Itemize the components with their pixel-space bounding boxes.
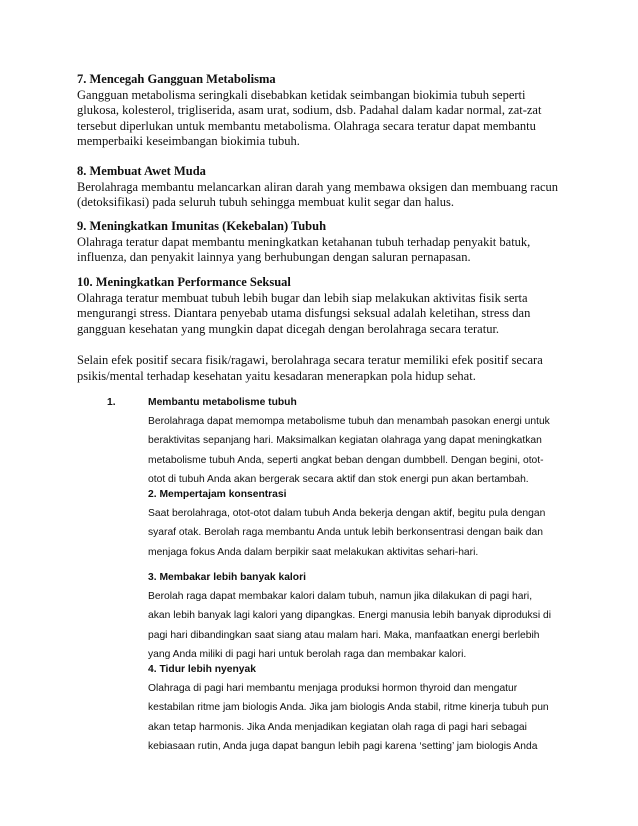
section-body [77,88,567,150]
section-heading: 8. Membuat Awet Muda [77,164,206,178]
text-line: Olahraga teratur dapat membantu meningkatkan ketahanan tubuh terhadap penyakit batuk, [77,234,531,249]
section-heading: 7. Mencegah Gangguan Metabolisma [77,72,276,86]
text-line: Berolah raga dapat membakar kalori dalam tubuh, namun jika dilakukan di pagi hari, [148,591,533,603]
text-line: psikis/mental terhadap kesehatan yaitu kesadaran menerapkan pola hidup sehat. [77,368,476,383]
text-line: akan lebih banyak lagi kalori yang dipangkas. Energi manusia lebih banyak diproduksi di [148,610,551,622]
list-item-heading: 4. Tidur lebih nyenyak [148,664,256,675]
section-body [77,180,567,211]
list-item-body [148,412,568,489]
text-line: Gangguan metabolisma seringkali disebabkan ketidak seimbangan biokimia tubuh seperti [77,87,526,102]
text-line: Olahraga teratur membuat tubuh lebih bugar dan lebih siap melakukan aktivitas fisik serta [77,290,528,305]
list-item-body [148,679,568,756]
text-line: pagi hari dibandingkan saat siang atau malam hari. Maka, manfaatkan energi berlebih [148,629,540,641]
text-line: glukosa, kolesterol, trigliserida, asam urat, sodium, dsb. Padahal dalam kadar normal, zat-zat [77,103,542,118]
list-number: 1. [107,397,116,408]
text-line: akan tetap harmonis. Jika Anda menjadikan kegiatan olah raga di pagi hari sebagai [148,721,527,733]
text-line: Olahraga di pagi hari membantu menjaga produksi hormon thyroid dan mengatur [148,683,518,695]
text-line: tersebut diperlukan untuk membantu metabolisma. Olahraga secara teratur dapat membantu [77,118,536,133]
summary-body [77,353,567,384]
text-line: menjaga fokus Anda dalam berpikir saat melakukan aktivitas sehari-hari. [148,546,479,558]
text-line: (detoksifikasi) pada seluruh tubuh sehingga membuat kulit segar dan halus. [77,195,454,210]
section-7 [77,72,567,150]
text-line: gangguan kesehatan yang mungkin dapat dicegah dengan berolahraga secara teratur. [77,321,500,336]
text-line: beraktivitas sepanjang hari. Maksimalkan kegiatan olahraga yang dapat meningkatkan [148,435,542,447]
section-body [77,235,567,266]
text-line: kebiasaan rutin, Anda juga dapat bangun lebih pagi karena ‘setting’ jam biologis Anda [148,740,538,752]
text-line: syaraf otak. Berolah raga membantu Anda untuk lebih berkonsentrasi dengan baik dan [148,527,543,539]
list-item-heading: 2. Mempertajam konsentrasi [148,489,287,500]
list-item-body [148,587,568,664]
text-line: otot di tubuh Anda akan bergerak secara aktif dan stok energi pun akan bertambah. [148,473,529,485]
section-heading: 9. Meningkatkan Imunitas (Kekebalan) Tubuh [77,219,327,233]
text-line: Berolahraga dapat memompa metabolisme tubuh dan menambah pasokan energi untuk [148,416,550,428]
text-line: Selain efek positif secara fisik/ragawi, berolahraga secara teratur memiliki efek positif secara [77,353,543,367]
list-item-4 [148,660,568,756]
list-item-2 [148,485,568,562]
text-line: influenza, dan penyakit lainnya yang berhubungan dengan saluran pernapasan. [77,250,471,265]
text-line: Berolahraga membantu melancarkan aliran darah yang membawa oksigen dan membuang racun [77,179,559,194]
list-item-heading: Membantu metabolisme tubuh [148,397,297,408]
text-line: mengurangi stress. Diantara penyebab utama disfungsi seksual adalah keletihan, stress dan [77,306,531,321]
summary-paragraph [77,353,567,384]
text-line: kestabilan ritme jam biologis Anda. Jika jam biologis Anda stabil, ritme kinerja tubuh pun [148,702,549,714]
text-line: memperbaiki keseimbangan biokimia tubuh. [77,134,300,149]
section-8 [77,164,567,211]
section-body [77,291,567,338]
list-item-heading: 3. Membakar lebih banyak kalori [148,572,306,583]
list-item-body [148,504,568,562]
list-item-1 [148,393,568,489]
list-item-3 [148,568,568,664]
section-heading: 10. Meningkatkan Performance Seksual [77,275,291,289]
section-10 [77,275,567,337]
section-9 [77,219,567,266]
text-line: yang Anda miliki di pagi hari untuk berolah raga dan membakar kalori. [148,648,467,660]
text-line: metabolisme tubuh Anda, seperti angkat beban dengan dumbbell. Dengan begini, otot- [148,454,544,466]
text-line: Saat berolahraga, otot-otot dalam tubuh Anda bekerja dengan aktif, begitu pula dengan [148,508,546,520]
